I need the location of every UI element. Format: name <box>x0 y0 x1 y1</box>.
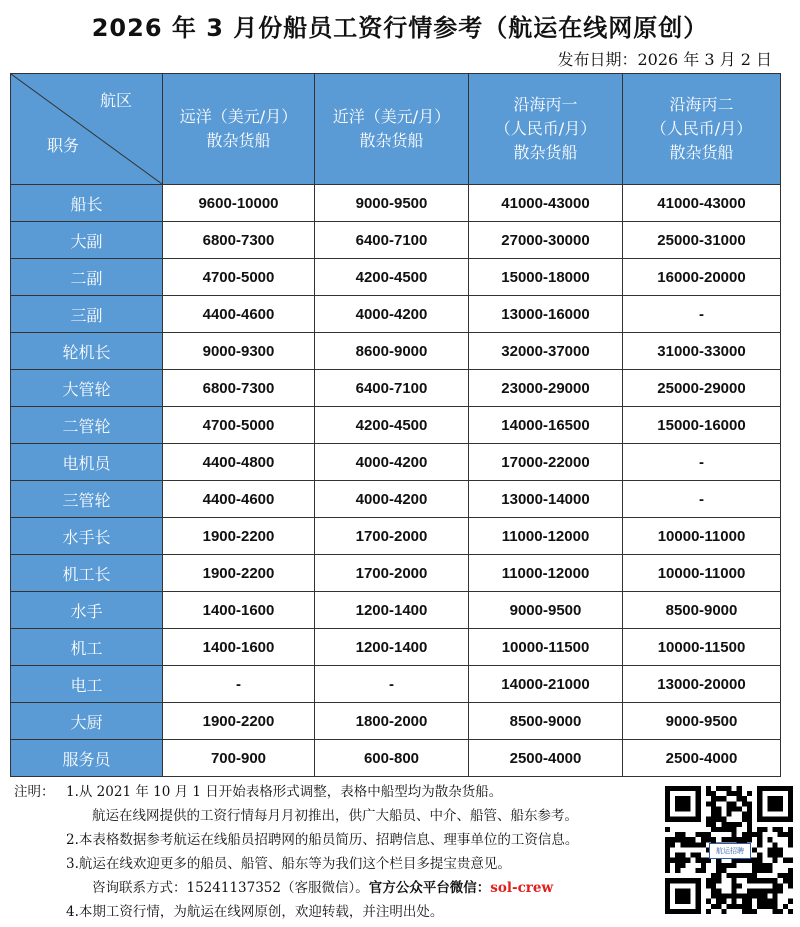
role-cell: 三副 <box>11 296 163 333</box>
wage-cell: - <box>315 666 469 703</box>
wage-cell: 8600-9000 <box>315 333 469 370</box>
corner-label-region: 航区 <box>99 91 132 110</box>
role-cell: 轮机长 <box>11 333 163 370</box>
wage-cell: - <box>163 666 315 703</box>
wage-cell: 1200-1400 <box>315 629 469 666</box>
table-row <box>11 740 781 777</box>
table-row <box>11 444 781 481</box>
wage-cell: 25000-31000 <box>623 222 781 259</box>
wage-cell: 4000-4200 <box>315 481 469 518</box>
wage-table-body <box>11 185 781 777</box>
column-header-line: 远洋（美元/月） <box>179 107 298 126</box>
role-cell: 船长 <box>11 185 163 222</box>
wage-cell: 1900-2200 <box>163 555 315 592</box>
column-header-line: 散杂货船 <box>669 143 734 162</box>
wage-cell: 700-900 <box>163 740 315 777</box>
wage-cell: 6400-7100 <box>315 222 469 259</box>
wage-cell: 4200-4500 <box>315 259 469 296</box>
note-1: 1.从 2021 年 10 月 1 日开始表格形式调整，表格中船型均为散杂货船。 <box>66 784 503 800</box>
contact-phone: 咨询联系方式：15241137352（客服微信）。 <box>92 880 369 896</box>
wage-cell: 1700-2000 <box>315 518 469 555</box>
diagonal-line <box>11 74 162 184</box>
wage-cell: 17000-22000 <box>469 444 623 481</box>
wage-cell: 15000-16000 <box>623 407 781 444</box>
wage-cell: 2500-4000 <box>623 740 781 777</box>
official-account-id: sol-crew <box>490 880 554 896</box>
wage-cell: 4400-4600 <box>163 296 315 333</box>
column-header-line: 散杂货船 <box>359 131 424 150</box>
wage-cell: 16000-20000 <box>623 259 781 296</box>
wage-cell: 1800-2000 <box>315 703 469 740</box>
wage-cell: 10000-11500 <box>469 629 623 666</box>
wage-cell: 4700-5000 <box>163 407 315 444</box>
wage-cell: 1400-1600 <box>163 592 315 629</box>
wage-cell: 23000-29000 <box>469 370 623 407</box>
wage-cell: 8500-9000 <box>623 592 781 629</box>
wage-cell: 11000-12000 <box>469 555 623 592</box>
wage-table <box>10 73 781 777</box>
table-row <box>11 259 781 296</box>
wage-cell: 1200-1400 <box>315 592 469 629</box>
table-row <box>11 592 781 629</box>
note-3: 3.航运在线欢迎更多的船员、船管、船东等为我们这个栏目多提宝贵意见。 <box>66 856 511 872</box>
wage-cell: 8500-9000 <box>469 703 623 740</box>
wage-cell: 11000-12000 <box>469 518 623 555</box>
wage-cell: 9000-9500 <box>315 185 469 222</box>
wage-cell: 4400-4800 <box>163 444 315 481</box>
wage-cell: 10000-11000 <box>623 555 781 592</box>
wage-cell: 4700-5000 <box>163 259 315 296</box>
wage-cell: 9000-9500 <box>469 592 623 629</box>
wage-cell: 25000-29000 <box>623 370 781 407</box>
wage-cell: 32000-37000 <box>469 333 623 370</box>
column-header-line: （人民币/月） <box>494 119 597 138</box>
column-header-ocean <box>163 74 315 185</box>
wage-cell: 2500-4000 <box>469 740 623 777</box>
wage-cell: 1900-2200 <box>163 703 315 740</box>
wage-cell: 10000-11500 <box>623 629 781 666</box>
table-row <box>11 518 781 555</box>
wage-cell: 1400-1600 <box>163 629 315 666</box>
column-header-coastal-c1 <box>469 74 623 185</box>
wage-cell: 10000-11000 <box>623 518 781 555</box>
note-2: 2.本表格数据参考航运在线船员招聘网的船员简历、招聘信息、理事单位的工资信息。 <box>66 832 579 848</box>
wage-cell: 27000-30000 <box>469 222 623 259</box>
table-row <box>11 703 781 740</box>
table-row <box>11 222 781 259</box>
wage-cell: 600-800 <box>315 740 469 777</box>
wage-cell: 1700-2000 <box>315 555 469 592</box>
column-header-line: 沿海丙一 <box>513 95 578 114</box>
qr-code <box>665 786 793 914</box>
wage-cell: 41000-43000 <box>469 185 623 222</box>
role-cell: 大厨 <box>11 703 163 740</box>
wage-cell: 41000-43000 <box>623 185 781 222</box>
role-cell: 水手 <box>11 592 163 629</box>
wage-cell: 13000-14000 <box>469 481 623 518</box>
role-cell: 三管轮 <box>11 481 163 518</box>
table-row <box>11 555 781 592</box>
notes-section <box>14 780 664 924</box>
wage-cell: 9000-9500 <box>623 703 781 740</box>
wage-cell: 1900-2200 <box>163 518 315 555</box>
wage-cell: 4400-4600 <box>163 481 315 518</box>
wage-cell: 6800-7300 <box>163 222 315 259</box>
wage-cell: 15000-18000 <box>469 259 623 296</box>
note-4: 4.本期工资行情，为航运在线网原创，欢迎转载，并注明出处。 <box>66 904 444 920</box>
wage-cell: 31000-33000 <box>623 333 781 370</box>
role-cell: 机工长 <box>11 555 163 592</box>
table-row <box>11 296 781 333</box>
role-cell: 二副 <box>11 259 163 296</box>
role-cell: 二管轮 <box>11 407 163 444</box>
table-header-row <box>11 74 781 185</box>
column-header-line: 沿海丙二 <box>669 95 734 114</box>
table-row <box>11 185 781 222</box>
column-header-near-sea <box>315 74 469 185</box>
role-cell: 机工 <box>11 629 163 666</box>
column-header-line: （人民币/月） <box>650 119 753 138</box>
wage-cell: 6800-7300 <box>163 370 315 407</box>
corner-label-role: 职务 <box>47 136 80 155</box>
table-row <box>11 407 781 444</box>
role-cell: 水手长 <box>11 518 163 555</box>
wage-cell: 14000-21000 <box>469 666 623 703</box>
wage-cell: 13000-20000 <box>623 666 781 703</box>
page-title: 2026 年 3 月份船员工资行情参考（航运在线网原创） <box>91 14 709 42</box>
wage-cell: 13000-16000 <box>469 296 623 333</box>
wage-cell: 9600-10000 <box>163 185 315 222</box>
wage-cell: - <box>623 296 781 333</box>
role-cell: 电机员 <box>11 444 163 481</box>
wage-cell: 4200-4500 <box>315 407 469 444</box>
table-row <box>11 481 781 518</box>
wage-cell: 14000-16500 <box>469 407 623 444</box>
wage-cell: - <box>623 444 781 481</box>
role-cell: 服务员 <box>11 740 163 777</box>
role-cell: 电工 <box>11 666 163 703</box>
publish-date: 发布日期：2026 年 3 月 2 日 <box>557 50 772 69</box>
table-row <box>11 629 781 666</box>
contact-line <box>14 876 664 900</box>
qr-center-label: 航运招聘 <box>709 843 751 859</box>
column-header-line: 近洋（美元/月） <box>332 107 451 126</box>
wage-cell: 4000-4200 <box>315 296 469 333</box>
column-header-line: 散杂货船 <box>513 143 578 162</box>
role-cell: 大副 <box>11 222 163 259</box>
notes-label: 注明： <box>14 784 55 800</box>
official-account-label: 官方公众平台微信： <box>368 880 491 896</box>
wage-cell: 6400-7100 <box>315 370 469 407</box>
role-cell: 大管轮 <box>11 370 163 407</box>
table-row <box>11 333 781 370</box>
note-1b: 航运在线网提供的工资行情每月月初推出，供广大船员、中介、船管、船东参考。 <box>92 808 578 824</box>
wage-cell: 9000-9300 <box>163 333 315 370</box>
corner-header <box>11 74 163 185</box>
table-row <box>11 666 781 703</box>
wage-cell: - <box>623 481 781 518</box>
column-header-coastal-c2 <box>623 74 781 185</box>
table-row <box>11 370 781 407</box>
column-header-line: 散杂货船 <box>206 131 271 150</box>
wage-cell: 4000-4200 <box>315 444 469 481</box>
